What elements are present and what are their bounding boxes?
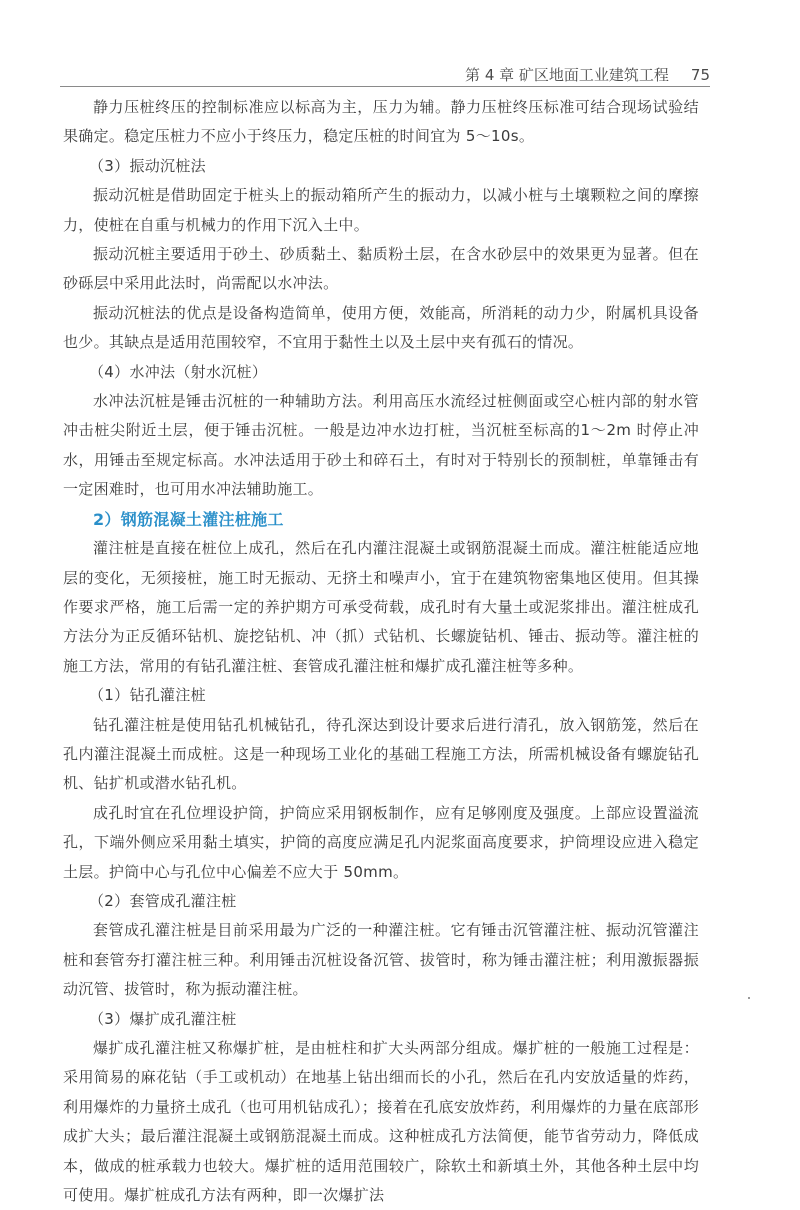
subsection-heading: （1）钻孔灌注桩 [89, 686, 206, 705]
header-divider [60, 86, 710, 87]
paragraph: 振动沉桩法的优点是设备构造简单，使用方便，效能高，所消耗的动力少，附属机具设备也少。其缺点是适用范围较窄，不宜用于黏性土以及土层中夹有孤石的情况。 [63, 303, 699, 352]
subsection-heading: （2）套管成孔灌注桩 [89, 891, 237, 910]
running-header [60, 0, 710, 85]
paragraph: 钻孔灌注桩是使用钻孔机械钻孔，待孔深达到设计要求后进行清孔，放入钢筋笼，然后在孔内灌注混凝土而成桩。这是一种现场工业化的基础工程施工方法，所需机械设备有螺旋钻孔机、钻扩机或潜水钻孔机。 [63, 715, 699, 793]
section-heading: 2）钢筋混凝土灌注桩施工 [93, 509, 284, 529]
subsection-heading: （4）水冲法（射水沉桩） [89, 362, 268, 381]
paragraph: 爆扩成孔灌注桩又称爆扩桩，是由桩柱和扩大头两部分组成。爆扩桩的一般施工过程是：采用简易的麻花钻（手工或机动）在地基上钻出细而长的小孔，然后在孔内安放适量的炸药，利用爆炸的力量挤土成孔（也可用机钻成孔）；接着在孔底安放炸药，利用爆炸的力量在底部形成扩大头；最后灌注混凝土或钢筋混凝土而成。这种桩成孔方法简便，能节省劳动力，降低成本，做成的桩承载力也较大。爆扩桩的适用范围较广，除软土和新填土外，其他各种土层中均可使用。爆扩桩成孔方法有两种，即一次爆扩法 [63, 1039, 699, 1205]
subsection-heading: （3）爆扩成孔灌注桩 [89, 1009, 237, 1028]
paragraph: 振动沉桩主要适用于砂土、砂质黏土、黏质粉土层，在含水砂层中的效果更为显著。但在砂砾层中采用此法时，尚需配以水冲法。 [63, 245, 699, 293]
header-text [465, 64, 710, 85]
paragraph: 水冲法沉桩是锤击沉桩的一种辅助方法。利用高压水流经过桩侧面或空心桩内部的射水管冲击桩尖附近土层，便于锤击沉桩。一般是边冲水边打桩，当沉桩至标高的1～2m 时停止冲水，用锤击至规定标高。水冲法适用于砂土和碎石土，有时对于特别长的预制桩，单靠锤击有一定困难时，也可用水冲法辅助施工。 [63, 392, 699, 499]
scan-mark [748, 997, 750, 999]
page-body [63, 93, 699, 1210]
paragraph: 静力压桩终压的控制标准应以标高为主，压力为辅。静力压桩终压标准可结合现场试验结果确定。稳定压桩力不应小于终压力，稳定压桩的时间宜为 5～10s。 [63, 98, 699, 146]
subsection-heading: （3）振动沉桩法 [89, 156, 206, 175]
paragraph: 成孔时宜在孔位埋设护筒，护筒应采用钢板制作，应有足够刚度及强度。上部应设置溢流孔，下端外侧应采用黏土填实，护筒的高度应满足孔内泥浆面高度要求，护筒埋设应进入稳定土层。护筒中心与孔位中心偏差不应大于 50mm。 [63, 803, 699, 881]
page-number: 75 [690, 66, 710, 84]
paragraph: 灌注桩是直接在桩位上成孔，然后在孔内灌注混凝土或钢筋混凝土而成。灌注桩能适应地层的变化，无须接桩，施工时无振动、无挤土和噪声小，宜于在建筑物密集地区使用。但其操作要求严格，施工后需一定的养护期方可承受荷载，成孔时有大量土或泥浆排出。灌注桩成孔方法分为正反循环钻机、旋挖钻机、冲（抓）式钻机、长螺旋钻机、锤击、振动等。灌注桩的施工方法，常用的有钻孔灌注桩、套管成孔灌注桩和爆扩成孔灌注桩等多种。 [63, 539, 699, 675]
paragraph: 套管成孔灌注桩是目前采用最为广泛的一种灌注桩。它有锤击沉管灌注桩、振动沉管灌注桩和套管夯打灌注桩三种。利用锤击沉桩设备沉管、拔管时，称为锤击灌注桩；利用激振器振动沉管、拔管时，称为振动灌注桩。 [63, 921, 699, 999]
paragraph: 振动沉桩是借助固定于桩头上的振动箱所产生的振动力，以减小桩与土壤颗粒之间的摩擦力，使桩在自重与机械力的作用下沉入土中。 [63, 186, 699, 234]
chapter-title: 第 4 章 矿区地面工业建筑工程 [465, 66, 669, 84]
